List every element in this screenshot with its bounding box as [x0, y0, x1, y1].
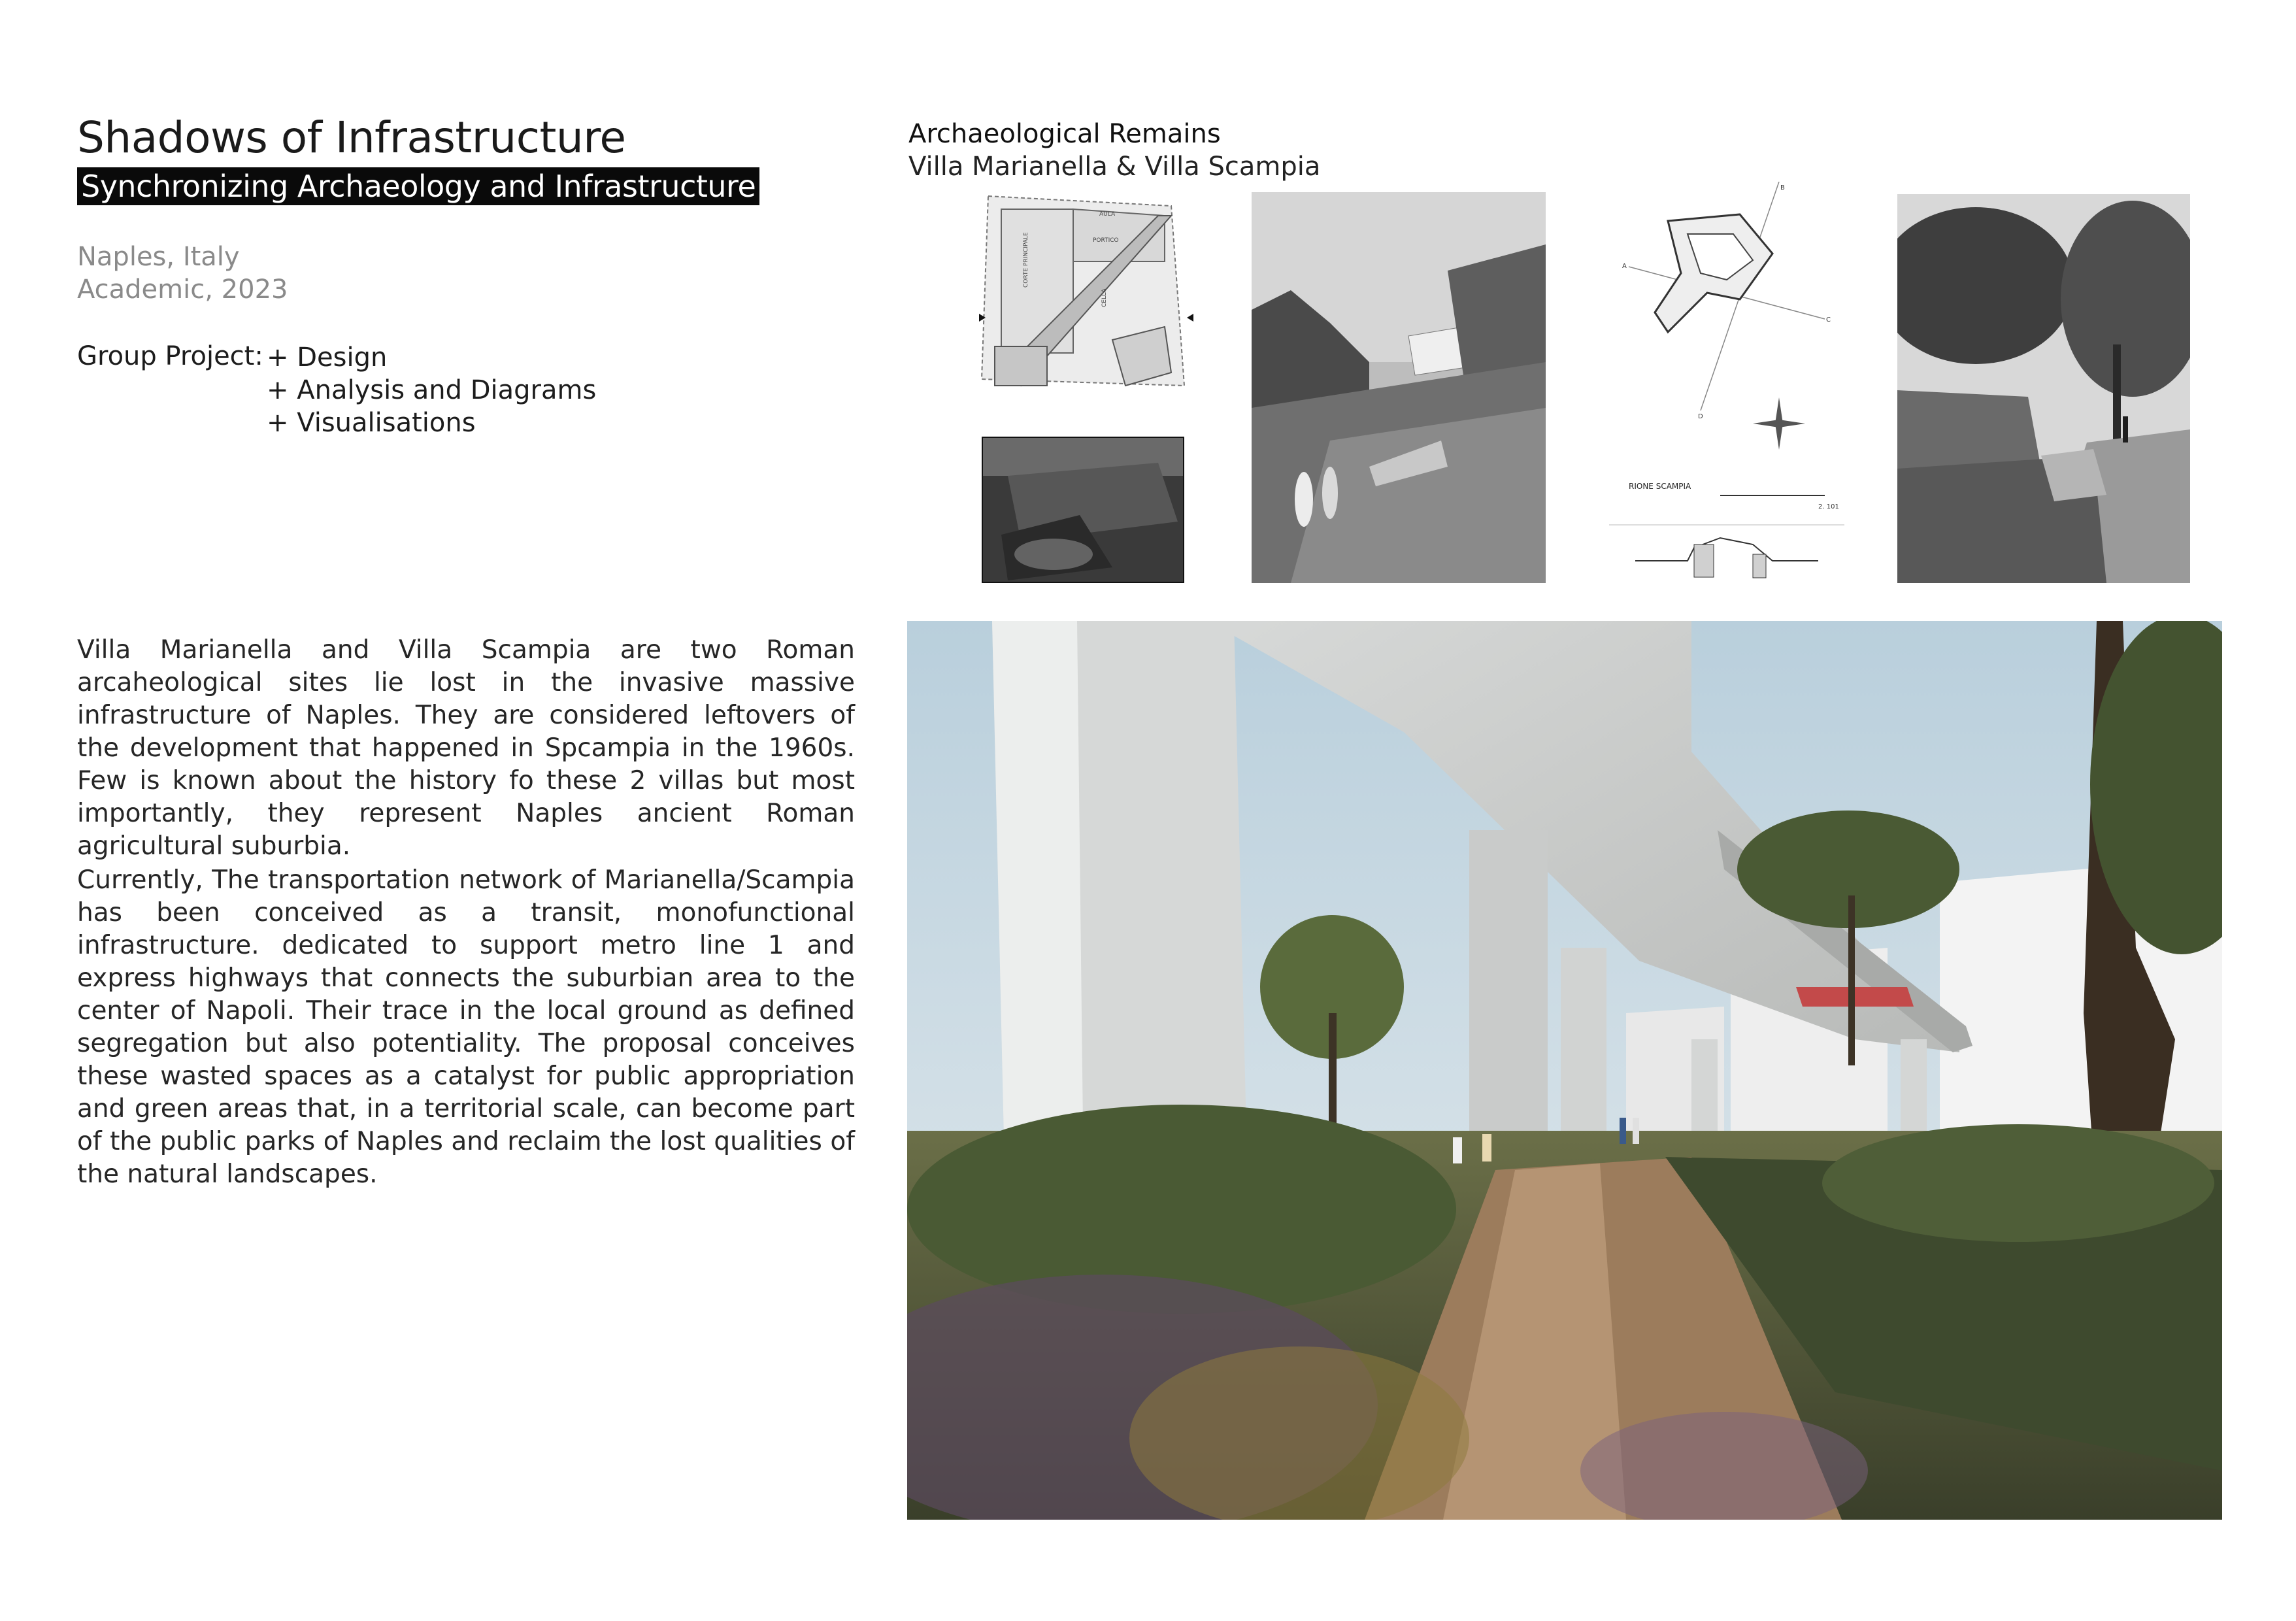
site-photo	[1252, 192, 1546, 583]
villa-plan-drawing	[975, 190, 1197, 412]
plan-label: C	[1826, 316, 1831, 324]
project-type-year: Academic, 2023	[77, 275, 288, 305]
project-subtitle: Synchronizing Archaeology and Infrastructure	[77, 167, 759, 205]
plan-label: CORTE PRINCIPALE	[1023, 232, 1029, 288]
villa-plan-section-drawing	[1609, 182, 1844, 580]
role-item: + Visualisations	[267, 408, 476, 438]
plan-label: B	[1780, 184, 1785, 192]
plan-label: A	[1622, 263, 1627, 270]
plan-label: PORTICO	[1093, 237, 1119, 244]
project-title: Shadows of Infrastructure	[77, 112, 626, 163]
description-paragraph-1: Villa Marianella and Villa Scampia are two Roman arcaheological sites lie lost in the invasive massive infrastructure of Naples. They are considered leftovers of the development that happened in Spcampia in the 1960s. Few is known about the history fo these 2 villas but most importantly, they represent Naples ancient Roman agricultural suburbia.	[77, 635, 855, 861]
role-item: + Analysis and Diagrams	[267, 375, 597, 405]
archaeology-sites: Villa Marianella & Villa Scampia	[908, 152, 1321, 182]
project-location: Naples, Italy	[77, 242, 240, 272]
role-list	[267, 341, 596, 439]
excavation-photo	[982, 437, 1184, 583]
plan-label: 2. 101	[1818, 503, 1839, 510]
plan-label: D	[1698, 413, 1703, 420]
plan-label: CELLA	[1101, 288, 1108, 307]
site-photo	[1897, 194, 2190, 583]
role-item: + Design	[267, 343, 388, 373]
visualisation-render	[907, 621, 2222, 1520]
plan-label: AULA	[1099, 211, 1116, 218]
archaeology-heading: Archaeological Remains	[908, 119, 1221, 149]
group-project-label: Group Project:	[77, 341, 263, 371]
plan-label: RIONE SCAMPIA	[1629, 482, 1691, 491]
description-paragraph-2: Currently, The transportation network of Marianella/Scampia has been conceived as a transit, monofunctional infrastructure. dedicated to support metro line 1 and express highways that connects the suburbian area to the center of Napoli. Their trace in the local ground as defined segregation but also potentiality. The proposal conceives these wasted spaces as a catalyst for public appropriation and green areas that, in a territorial scale, can become part of the public parks of Naples and reclaim the lost qualities of the natural landscapes.	[77, 865, 855, 1189]
